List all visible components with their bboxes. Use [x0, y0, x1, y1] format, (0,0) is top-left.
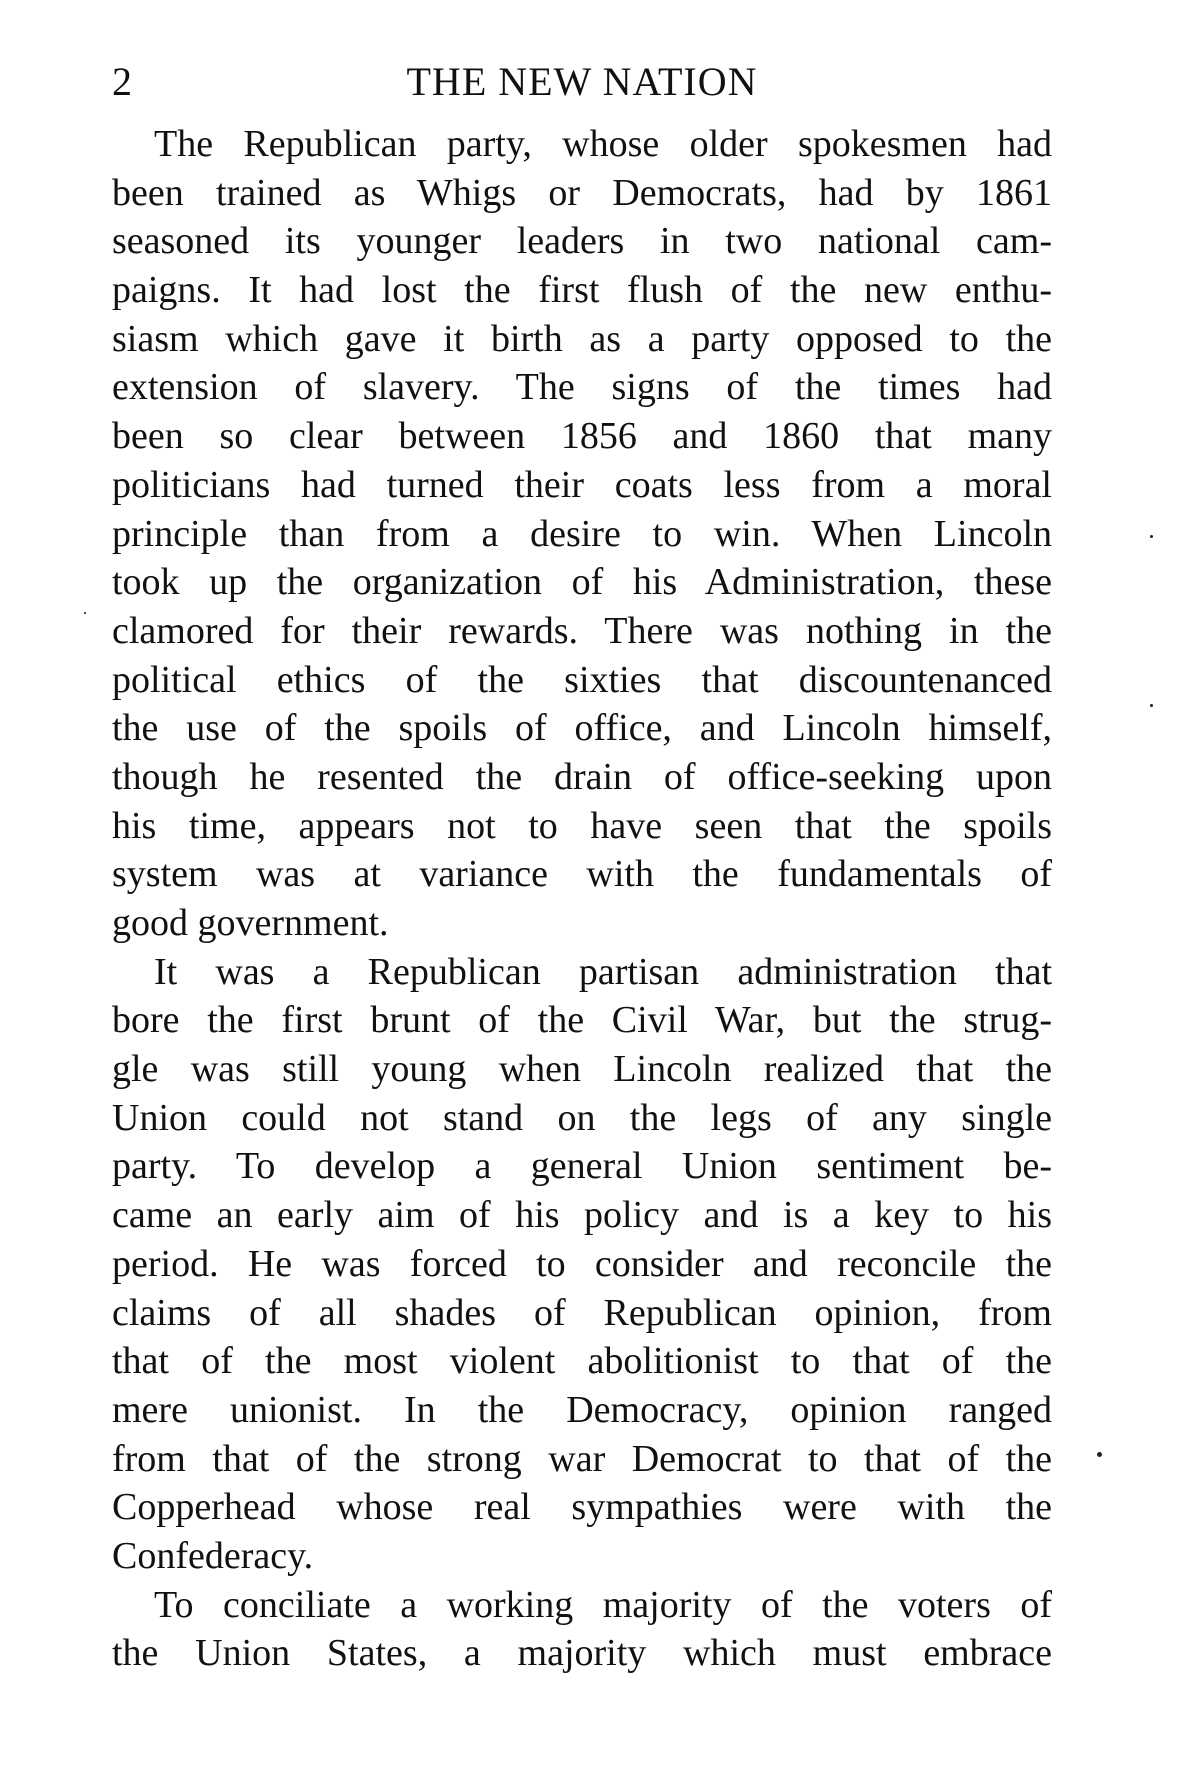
- text-line: political ethics of the sixties that discountenanced: [112, 658, 1052, 701]
- text-line: though he resented the drain of office-seeking upon: [112, 755, 1052, 798]
- text-line: been trained as Whigs or Democrats, had by 1861: [112, 171, 1052, 214]
- paragraph-1: [112, 120, 1052, 948]
- paragraph-3: [112, 1581, 1052, 1678]
- text-line: Confederacy.: [112, 1534, 314, 1577]
- text-line: the use of the spoils of office, and Lincoln himself,: [112, 707, 1052, 750]
- text-line: It was a Republican partisan administration that: [154, 950, 1052, 993]
- paragraph-2: [112, 948, 1052, 1581]
- text-line: been so clear between 1856 and 1860 that many: [112, 415, 1052, 458]
- running-title: THE NEW NATION: [406, 59, 758, 104]
- text-line: politicians had turned their coats less from a moral: [112, 463, 1052, 506]
- text-line: claims of all shades of Republican opinion, from: [112, 1291, 1052, 1334]
- page-header: [112, 52, 1052, 112]
- text-line: paigns. It had lost the first flush of the new enthu-: [112, 269, 1052, 312]
- text-line: clamored for their rewards. There was nothing in the: [112, 609, 1052, 652]
- text-line: principle than from a desire to win. When Lincoln: [112, 512, 1052, 555]
- text-line: that of the most violent abolitionist to that of the: [112, 1340, 1052, 1383]
- scan-speck: [1150, 535, 1153, 538]
- text-line: party. To develop a general Union sentiment be-: [112, 1145, 1052, 1188]
- text-line: extension of slavery. The signs of the times had: [112, 366, 1052, 409]
- text-line: The Republican party, whose older spokesmen had: [154, 123, 1052, 165]
- scan-speck: [84, 612, 86, 614]
- text-line: his time, appears not to have seen that the spoils: [112, 804, 1052, 847]
- text-line: good government.: [112, 902, 389, 944]
- text-line: Union could not stand on the legs of any single: [112, 1096, 1052, 1139]
- body-text: [112, 120, 1052, 1678]
- text-line: bore the first brunt of the Civil War, but the strug-: [112, 999, 1052, 1042]
- text-line: To conciliate a working majority of the voters of: [154, 1583, 1052, 1626]
- text-line: seasoned its younger leaders in two national cam-: [112, 220, 1052, 263]
- scan-speck: [1150, 704, 1153, 707]
- text-line: the Union States, a majority which must embrace: [112, 1632, 1052, 1675]
- text-line: from that of the strong war Democrat to that of the: [112, 1437, 1052, 1480]
- text-line: period. He was forced to consider and reconcile the: [112, 1242, 1052, 1285]
- text-line: system was at variance with the fundamentals of: [112, 853, 1052, 896]
- text-line: came an early aim of his policy and is a key to his: [112, 1194, 1052, 1237]
- text-line: took up the organization of his Administration, these: [112, 561, 1052, 604]
- scan-speck: [1097, 1452, 1102, 1457]
- text-line: siasm which gave it birth as a party opposed to the: [112, 317, 1052, 360]
- text-line: mere unionist. In the Democracy, opinion ranged: [112, 1388, 1052, 1431]
- page-number: 2: [112, 59, 132, 104]
- text-line: Copperhead whose real sympathies were with the: [112, 1486, 1052, 1529]
- text-line: gle was still young when Lincoln realized that the: [112, 1048, 1052, 1091]
